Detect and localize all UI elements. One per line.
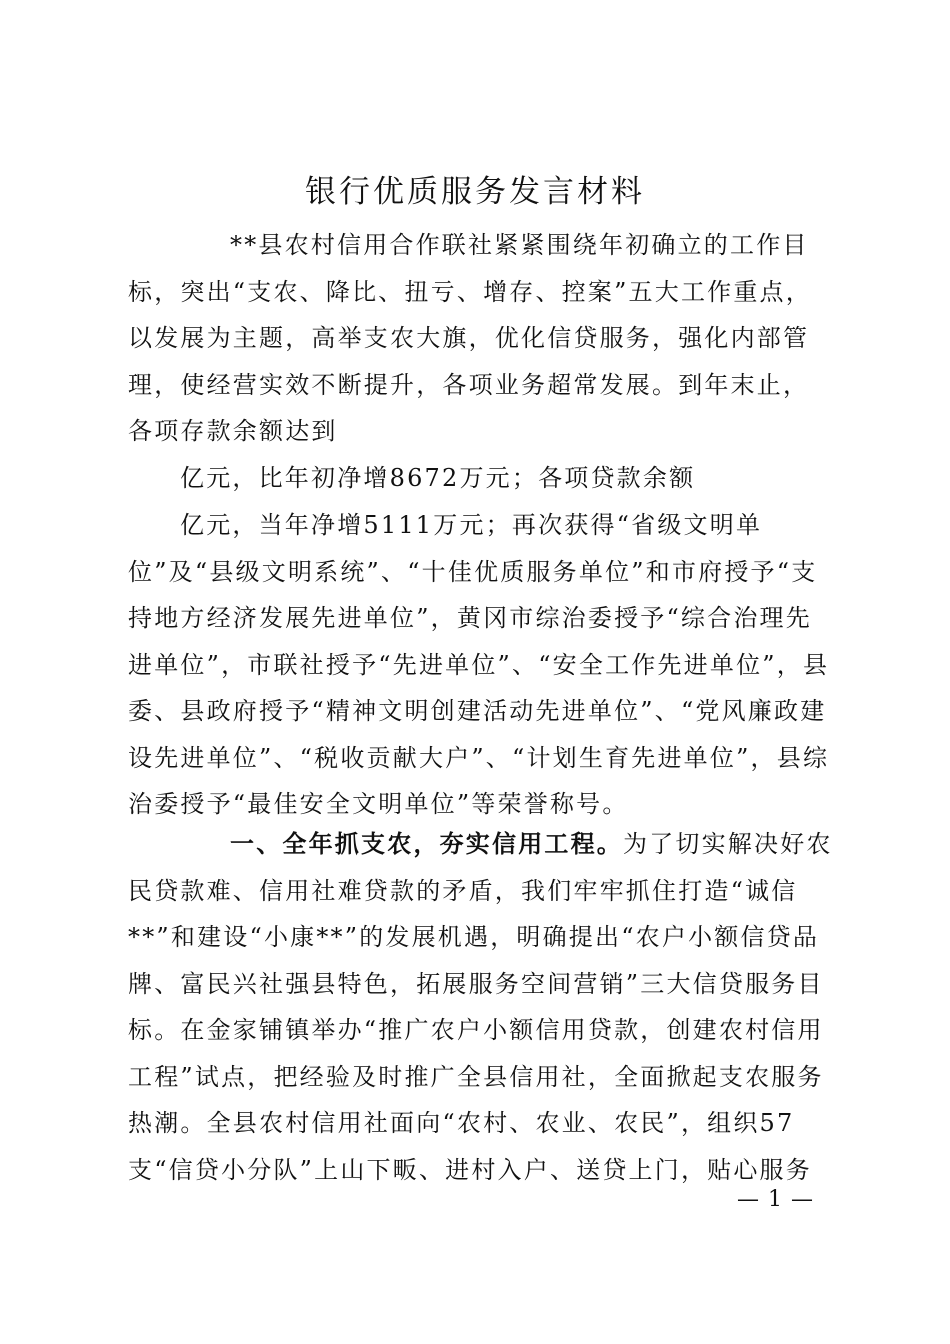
paragraph-deposits: [128, 455, 833, 502]
paragraph-honors: [128, 502, 833, 828]
paragraph-text: 亿元，比年初净增8672万元；各项贷款余额: [180, 464, 696, 492]
section-1-heading: 一、全年抓支农，夯实信用工程。: [230, 830, 623, 858]
section-1-text: 为了切实解决好农民贷款难、信用社难贷款的矛盾，我们牢牢抓住打造“诚信**”和建设“小康**”的发展机遇，明确提出“农户小额信贷品牌、富民兴社强县特色，拓展服务空间营销”三大信贷服务目标。在金家铺镇举办“推广农户小额信用贷款，创建农村信用工程”试点，把经验及时推广全县信用社，全面掀起支农服务热潮。全县农村信用社面向“农村、农业、农民”，组织57支“信贷小分队”上山下畈、进村入户、送贷上门，贴心服务: [128, 830, 833, 1184]
paragraph-intro: [128, 222, 833, 455]
document-title: 银行优质服务发言材料: [305, 174, 645, 210]
section-1-paragraph: [128, 821, 833, 1193]
paragraph-text: 亿元，当年净增5111万元；再次获得“省级文明单位”及“县级文明系统”、“十佳优质服务单位”和市府授予“支持地方经济发展先进单位”，黄冈市综治委授予“综合治理先进单位”，市联社授予“先进单位”、“安全工作先进单位”，县委、县政府授予“精神文明创建活动先进单位”、“党风廉政建设先进单位”、“税收贡献大户”、“计划生育先进单位”，县综治委授予“最佳安全文明单位”等荣誉称号。: [128, 511, 830, 818]
paragraph-text: **县农村信用合作联社紧紧围绕年初确立的工作目标，突出“支农、降比、扭亏、增存、控案”五大工作重点，以发展为主题，高举支农大旗，优化信贷服务，强化内部管理，使经营实效不断提升，各项业务超常发展。到年末止，各项存款余额达到: [128, 231, 812, 445]
page-number: — 1 —: [737, 1187, 814, 1212]
section-1: [128, 821, 833, 1193]
